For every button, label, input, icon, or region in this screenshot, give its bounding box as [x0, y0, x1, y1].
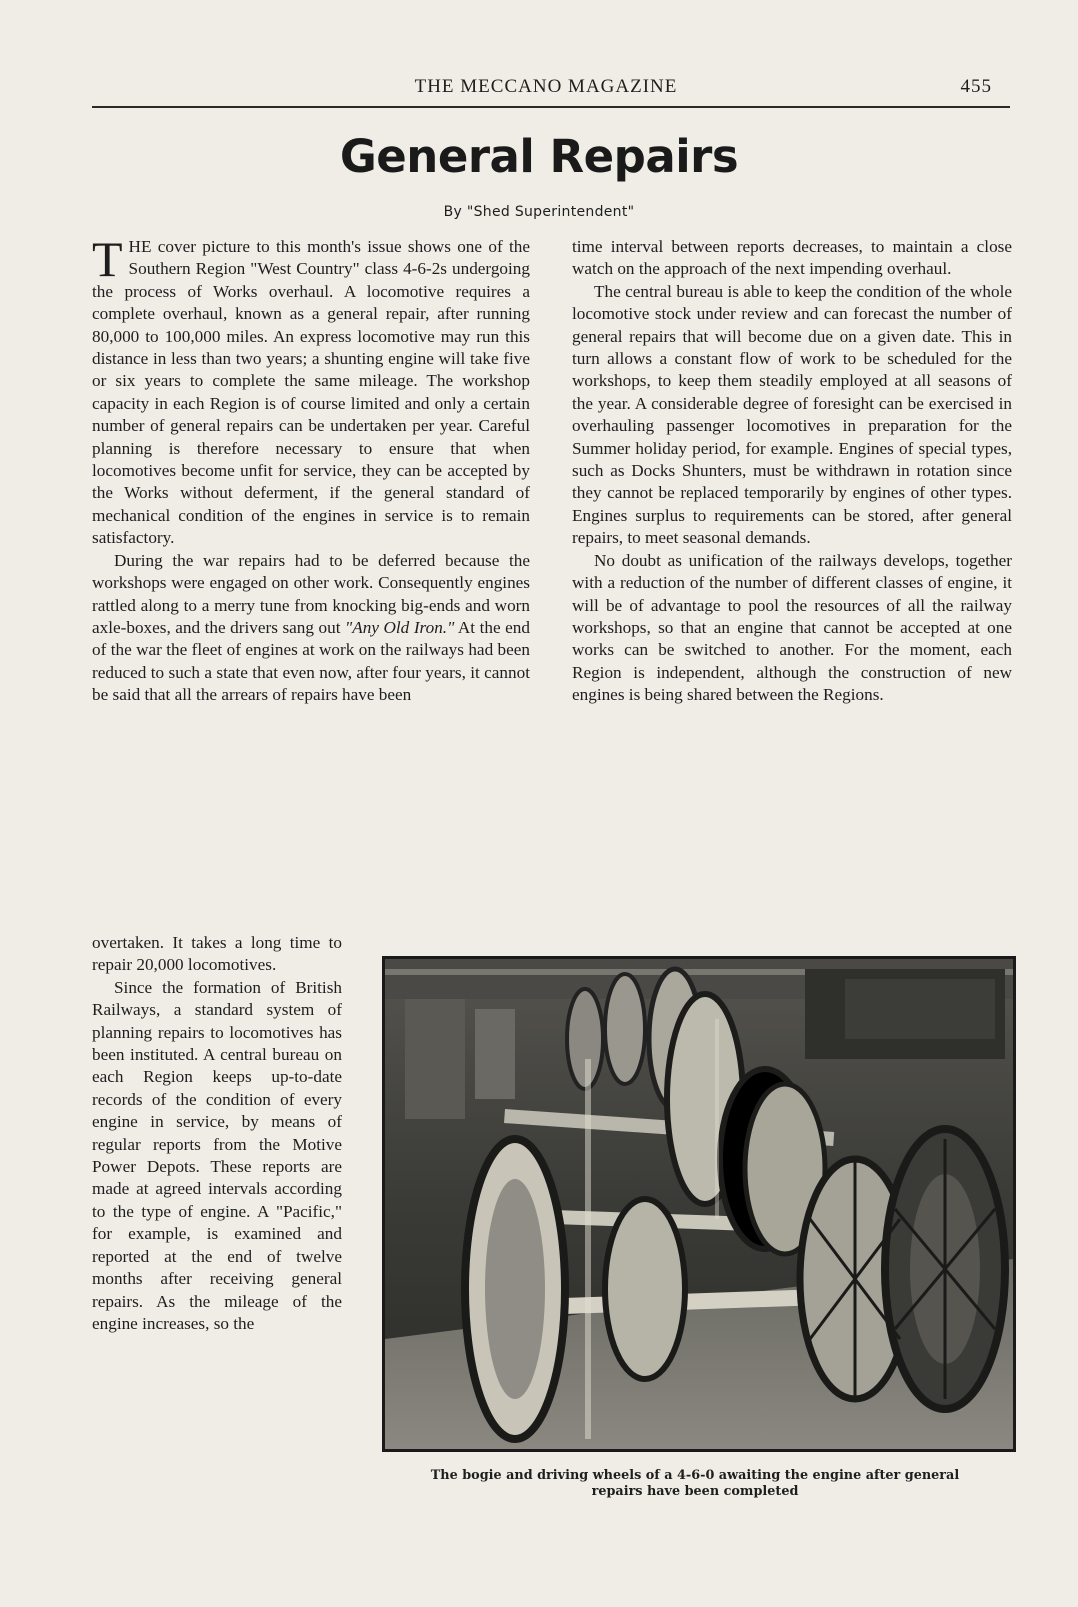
locomotive-wheels-photo [382, 956, 1016, 1452]
header-rule [92, 106, 1010, 108]
paragraph-2 [92, 550, 530, 707]
right-paragraph-3: No doubt as unification of the railways develops, together with a reduction of the number of different classes of engine, it will be of advantage to pool the resources of all the railway workshops, so that an engine that cannot be accepted at one works can be switched to another. For the moment, each Region is independent, although the construction of new engines is being shared between the Regions. [572, 550, 1012, 705]
song-title: "Any Old Iron." [345, 617, 455, 637]
right-paragraph-1: time interval between reports decreases, to maintain a close watch on the approach of the next impending overhaul. [572, 237, 1012, 279]
caption-line-1: The bogie and driving wheels of a 4-6-0 awaiting the engine after general [430, 1468, 960, 1483]
byline: By "Shed Superintendent" [443, 204, 635, 220]
caption-line-2: repairs have been completed [591, 1484, 799, 1499]
right-paragraph-2: The central bureau is able to keep the condition of the whole locomotive stock under review and can forecast the number of general repairs that will become due on a given date. This in turn allows a constant flow of work to be scheduled for the workshops, to keep them steadily employed at all seasons of the year. A considerable degree of foresight can be exercised in overhauling passenger locomotives in preparation for the Summer holiday period, for example. Engines of special types, such as Docks Shunters, must be withdrawn in rotation since they cannot be replaced temporarily by engines of other types. Engines surplus to requirements can be stored, after general repairs, to meet seasonal demands. [572, 281, 1012, 548]
right-column [572, 236, 1012, 707]
paragraph-2-text-b: At the end of the war the fleet of engines at work on the railways had been reduced to such a state that even now, after four years, it cannot be said that all the arrears of repairs have been [92, 617, 530, 705]
running-head [92, 74, 1000, 102]
drop-cap: T [92, 231, 123, 287]
photo-caption [360, 1468, 1030, 1500]
paragraph-1 [92, 231, 530, 550]
article-title: General Repairs [339, 130, 739, 183]
paragraph-3: Since the formation of British Railways, a standard system of planning repairs to locomotives has been instituted. A central bureau on each Region keeps up-to-date records of the condition of every engine in service, by means of regular reports from the Motive Power Depots. These reports are made at agreed intervals according to the type of engine. A "Pacific," for example, is examined and reported at the end of twelve months after receiving general repairs. As the mileage of the engine increases, so the [92, 977, 342, 1333]
paragraph-2-continued: overtaken. It takes a long time to repair 20,000 locomotives. [92, 933, 342, 975]
photo-illustration [385, 959, 1013, 1449]
paragraph-1-text: HE cover picture to this month's issue shows one of the Southern Region "West Country" class 4-6-2s undergoing the process of Works overhaul. A locomotive requires a complete overhaul, known as a general repair, after running 80,000 to 100,000 miles. An express locomotive may run this distance in less than two years; a shunting engine will take five or six years to complete the same mileage. The workshop capacity in each Region is of course limited and only a certain number of general repairs can be undertaken per year. Careful planning is therefore necessary to ensure that when locomotives become unfit for service, they can be accepted by the Works without deferment, if the general standard of mechanical condition of the engines in service is to remain satisfactory. [92, 237, 530, 548]
page-number: 455 [960, 76, 992, 97]
magazine-title: THE MECCANO MAGAZINE [414, 76, 678, 97]
paragraph-2-text-a: During the war repairs had to be deferred because the workshops were engaged on other work. Consequently engines rattled along to a merry tune from knocking big-ends and worn axle-boxes, and the drivers sang out [92, 550, 530, 637]
left-column-top [92, 231, 530, 707]
left-column-bottom [92, 932, 342, 1335]
